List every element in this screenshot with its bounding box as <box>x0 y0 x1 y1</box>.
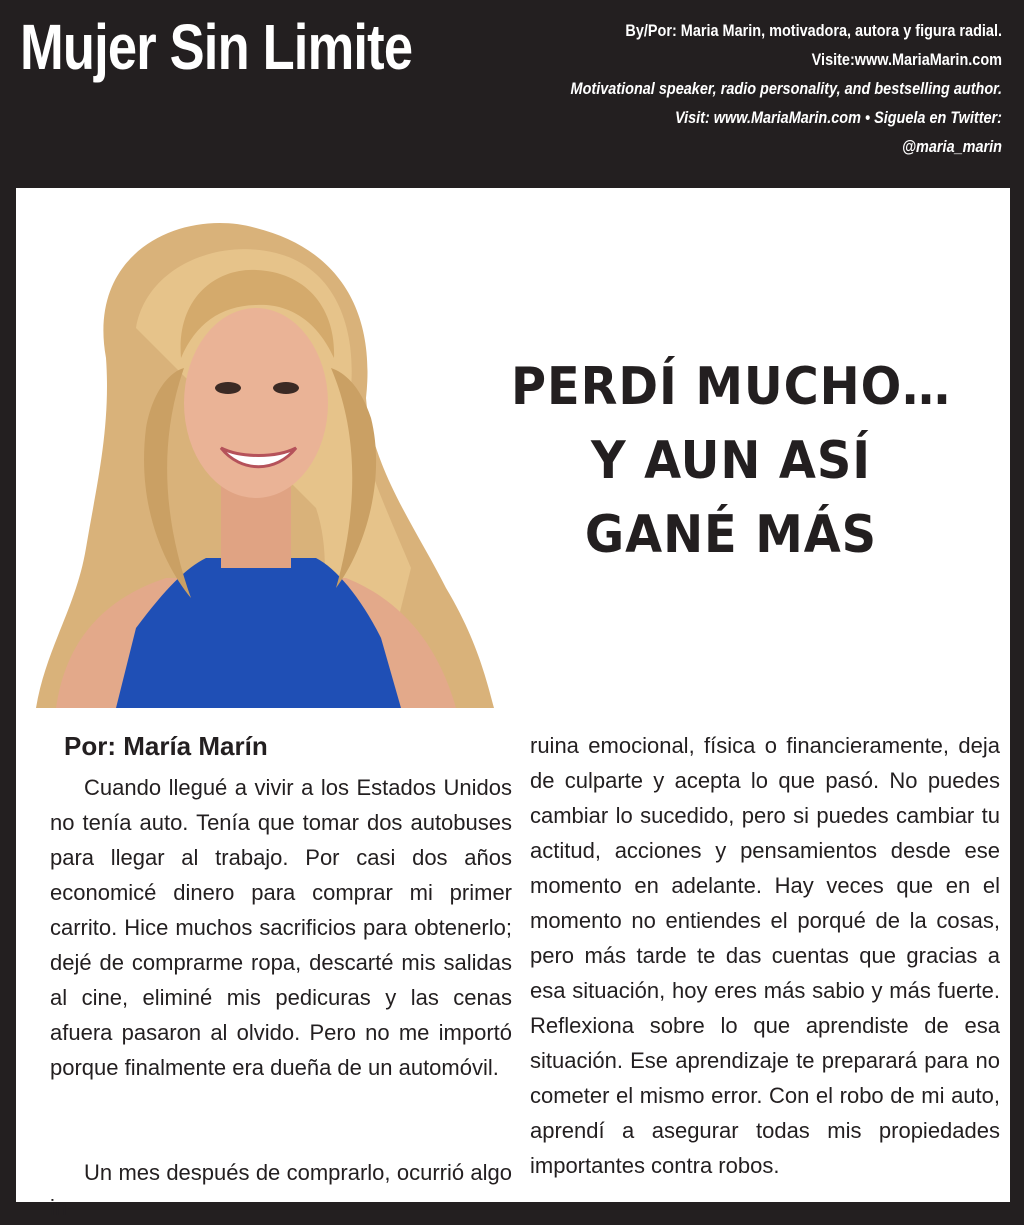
headline-line-1: PERDÍ MUCHO… <box>511 357 951 417</box>
header-band <box>0 0 1024 188</box>
paragraph-continued: Un mes después de comprarlo, ocurrió algo in- <box>50 1160 512 1220</box>
website-spanish: Visite:www.MariaMarin.com <box>811 50 1002 69</box>
article-page <box>16 188 1010 1220</box>
paragraph-gap <box>50 1085 512 1155</box>
website-english: Visit: www.MariaMarin.com • Siguela en Twitter: <box>674 108 1002 127</box>
paragraph-right: ruina emocional, física o financieramente, deja de culparte y acepta lo que pasó. No puedes cambiar lo sucedido, pero si puedes cambiar tu actitud, acciones y pensamientos desde ese momento en adelante. Hay veces que en el momento no entiendes el porqué de la cosas, pero más tarde te das cuentas que gracias a esa situación, hoy eres más sabio y más fuerte. Reflexiona sobre lo que aprendiste de esa situación. Ese aprendizaje te preparará para no cometer el mismo error. Con el robo de mi auto, aprendí a asegurar todas mis propiedades importantes contra robos. <box>530 733 1000 1178</box>
byline-english: Motivational speaker, radio personality, and bestselling author. <box>570 79 1002 98</box>
byline-block <box>442 16 1002 161</box>
byline-spanish: By/Por: Maria Marin, motivadora, autora y figura radial. <box>625 21 1002 40</box>
paragraph-intro: Cuando llegué a vivir a los Estados Unidos no tenía auto. Tenía que tomar dos autobuses para llegar al trabajo. Por casi dos años economicé dinero para comprar mi primer carrito. Hice muchos sacrificios para obtenerlo; dejé de comprarme ropa, descarté mis salidas al cine, eliminé mis pedicuras y las cenas afuera pasaron al olvido. Pero no me importó porque finalmente era dueña de un automóvil. <box>50 775 512 1080</box>
article-column-right <box>530 728 1000 1183</box>
twitter-handle: @maria_marin <box>901 137 1002 156</box>
author-portrait <box>16 208 496 708</box>
masthead-title: Mujer Sin Limite <box>20 11 413 83</box>
article-headline <box>486 350 976 572</box>
article-column-left <box>50 728 512 1225</box>
headline-line-3: GANÉ MÁS <box>584 505 878 565</box>
author-byline: Por: María Marín <box>64 731 268 761</box>
headline-line-2: Y AUN ASÍ <box>591 431 871 491</box>
